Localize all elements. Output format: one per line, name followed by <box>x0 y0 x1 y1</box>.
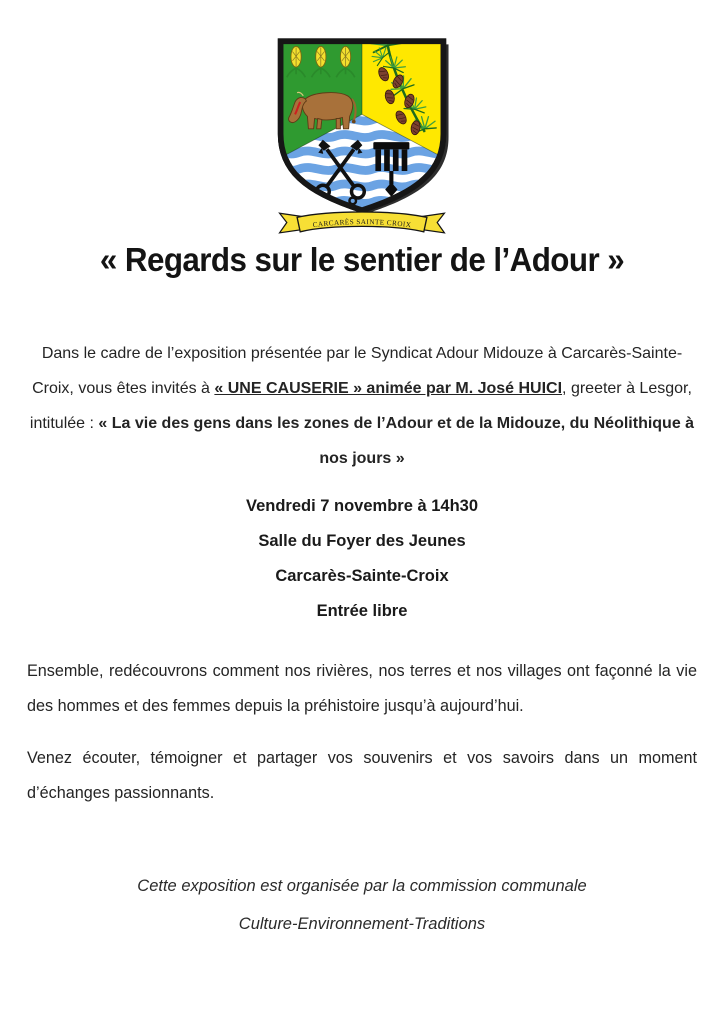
banner-text: CARCARÈS SAINTE CROIX <box>312 218 412 230</box>
coat-of-arms-svg <box>266 33 458 239</box>
intro-text-highlight: « UNE CAUSERIE » animée par M. José HUICI <box>214 380 563 397</box>
intro-text-talk-title: « La vie des gens dans les zones de l’Adour et de la Midouze, du Néolithique à nos jours » <box>98 415 695 467</box>
intro-text-2: , greeter à Lesgor, intitulée : <box>29 380 692 432</box>
event-admission-line: Entrée libre <box>316 602 408 620</box>
body-paragraph-1: Ensemble, redécouvrons comment nos rivières, nos terres et nos villages ont façonné la vie des hommes et des femmes depuis la préhistoire jusqu’à aujourd’hui. <box>27 662 697 715</box>
event-venue-line: Salle du Foyer des Jeunes <box>258 532 466 550</box>
coat-of-arms <box>0 33 724 239</box>
footer-line-1: Cette exposition est organisée par la commission communale <box>137 877 587 895</box>
footer-note <box>0 867 724 943</box>
motto-banner <box>280 212 445 233</box>
intro-text-1: Dans le cadre de l’exposition présentée par le Syndicat Adour Midouze à Carcarès-Sainte-Croix, vous êtes invités à <box>32 345 683 397</box>
page-title: « Regards sur le sentier de l’Adour » <box>99 241 625 278</box>
footer-line-2: Culture-Environnement-Traditions <box>238 915 486 933</box>
body-paragraph-2: Venez écouter, témoigner et partager vos souvenirs et vos savoirs dans un moment d’échanges passionnants. <box>27 749 697 802</box>
intro-paragraph <box>25 336 699 476</box>
event-date-line: Vendredi 7 novembre à 14h30 <box>245 497 479 515</box>
event-details <box>0 489 724 629</box>
event-town-line: Carcarès-Sainte-Croix <box>275 567 449 585</box>
